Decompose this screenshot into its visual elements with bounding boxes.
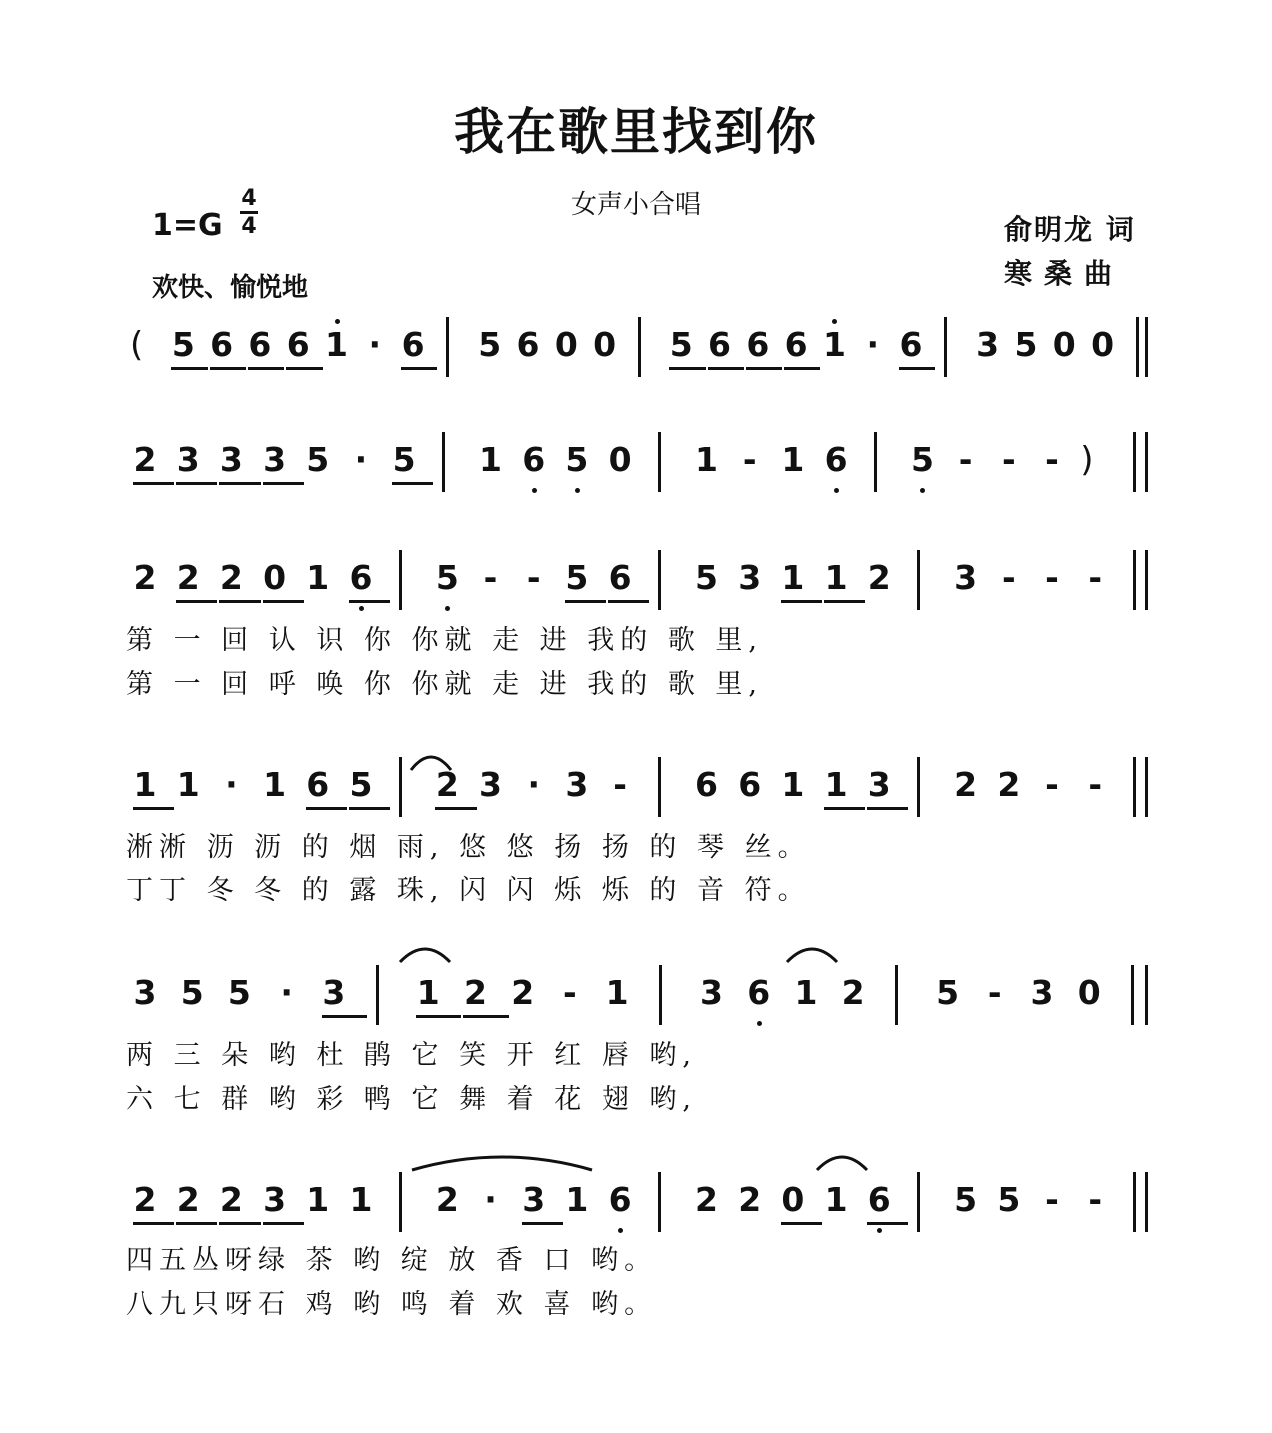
note: 2 [997, 765, 1021, 804]
note: 3 [976, 325, 1000, 364]
time-signature [238, 186, 260, 239]
note: 1 [565, 1180, 589, 1219]
note: 5 [936, 973, 960, 1012]
eighth-underline [306, 807, 347, 810]
note-extension: - [1088, 558, 1103, 597]
lyric-line: 六 七 群 哟 彩 鸭 它 舞 着 花 翅 哟, [126, 1084, 697, 1115]
note-extension: - [526, 558, 541, 597]
note: 5 [565, 440, 589, 479]
octave-down-dot [757, 1021, 762, 1026]
slur-arc [410, 1148, 594, 1172]
eighth-underline [463, 1015, 508, 1018]
note: 0 [554, 325, 578, 364]
note: 2 [219, 1180, 243, 1219]
note: 6 [695, 765, 718, 804]
eighth-underline [867, 807, 908, 810]
eighth-underline [781, 1222, 822, 1225]
note: 6 [708, 325, 731, 364]
note-extension: - [987, 973, 1002, 1012]
note: 1 [263, 765, 287, 804]
eighth-underline [565, 600, 606, 603]
eighth-underline [171, 367, 207, 370]
note: 0 [1052, 325, 1076, 364]
note: 6 [401, 325, 425, 364]
eighth-underline [263, 1222, 304, 1225]
barline [917, 757, 920, 817]
barline [874, 432, 877, 492]
note: 3 [700, 973, 723, 1012]
lyricist-credit: 俞明龙 词 [1004, 213, 1136, 246]
note: 3 [738, 558, 762, 597]
note: 3 [133, 973, 157, 1012]
note: 3 [263, 440, 287, 479]
eighth-underline [133, 482, 174, 485]
octave-down-dot [359, 606, 364, 611]
note: 1 [605, 973, 629, 1012]
note-extension: - [742, 440, 757, 479]
note: 6 [746, 325, 770, 364]
eighth-underline [176, 1222, 217, 1225]
note: 1 [781, 440, 805, 479]
note: 5 [478, 325, 502, 364]
note: 2 [695, 1180, 718, 1219]
barline [659, 965, 662, 1025]
note: 5 [997, 1180, 1021, 1219]
note: 2 [511, 973, 535, 1012]
time-signature-top: 4 [241, 186, 257, 211]
note-extension: - [1045, 1180, 1059, 1219]
note: 3 [219, 440, 243, 479]
note-extension: - [613, 765, 627, 804]
note: 2 [954, 765, 978, 804]
note: 3 [522, 1180, 546, 1219]
barline [917, 1172, 920, 1232]
note: 5 [910, 440, 934, 479]
note-extension: - [958, 440, 973, 479]
eighth-underline [392, 482, 433, 485]
octave-down-dot [532, 488, 537, 493]
eighth-underline [824, 807, 865, 810]
note: 3 [176, 440, 200, 479]
key-signature: 1=G [152, 208, 223, 243]
note: 5 [227, 973, 251, 1012]
barline [1136, 317, 1139, 377]
note: 3 [263, 1180, 287, 1219]
barline [1133, 757, 1136, 817]
page-title: 我在歌里找到你 [454, 102, 818, 161]
note: 6 [286, 325, 310, 364]
barline [1145, 757, 1148, 817]
note: 1 [325, 325, 348, 364]
dotted-note-mark: · [280, 973, 293, 1012]
note: 2 [133, 440, 157, 479]
eighth-underline [746, 367, 782, 370]
eighth-underline [263, 600, 304, 603]
eighth-underline [263, 482, 304, 485]
note: 1 [824, 1180, 848, 1219]
note-extension: - [563, 973, 577, 1012]
note: 1 [781, 558, 805, 597]
eighth-underline [349, 600, 390, 603]
note: 6 [899, 325, 923, 364]
barline [1145, 317, 1148, 377]
lyric-line: 两 三 朵 哟 杜 鹃 它 笑 开 红 唇 哟, [126, 1040, 697, 1071]
dotted-note-mark: · [527, 765, 540, 804]
note-extension: - [1088, 1180, 1103, 1219]
note: 1 [416, 973, 440, 1012]
barline [1145, 550, 1148, 610]
eighth-underline [349, 807, 390, 810]
barline [1133, 432, 1136, 492]
eighth-underline [401, 367, 437, 370]
note: 1 [306, 558, 330, 597]
lyric-line: 第 一 回 认 识 你 你就 走 进 我的 歌 里, [126, 625, 763, 656]
octave-down-dot [575, 488, 580, 493]
note: 5 [565, 558, 589, 597]
lyric-line: 淅淅 沥 沥 的 烟 雨, 悠 悠 扬 扬 的 琴 丝。 [126, 832, 811, 863]
note: 2 [738, 1180, 762, 1219]
lyric-line: 第 一 回 呼 唤 你 你就 走 进 我的 歌 里, [126, 669, 763, 700]
eighth-underline [176, 600, 217, 603]
barline [1145, 432, 1148, 492]
note: 2 [435, 1180, 459, 1219]
note: 3 [479, 765, 503, 804]
note: 5 [171, 325, 195, 364]
lyric-line: 四五丛呀绿 茶 哟 绽 放 香 口 哟。 [126, 1245, 658, 1276]
tempo-marking: 欢快、愉悦地 [152, 273, 309, 303]
eighth-underline [248, 367, 284, 370]
eighth-underline [286, 367, 322, 370]
slur-arc [409, 748, 453, 772]
note: 6 [306, 765, 330, 804]
barline [376, 965, 379, 1025]
barline [1133, 550, 1136, 610]
note: 1 [781, 765, 805, 804]
dotted-note-mark: · [368, 325, 382, 364]
barline [658, 432, 661, 492]
note: 5 [1014, 325, 1038, 364]
note: 1 [133, 765, 157, 804]
barline [638, 317, 641, 377]
note: 2 [176, 558, 200, 597]
eighth-underline [824, 600, 865, 603]
dotted-note-mark: · [866, 325, 879, 364]
note: 0 [608, 440, 632, 479]
note: 3 [322, 973, 346, 1012]
octave-down-dot [920, 488, 925, 493]
octave-down-dot [834, 488, 839, 493]
eighth-underline [784, 367, 820, 370]
octave-down-dot [618, 1228, 623, 1233]
note: 2 [435, 765, 459, 804]
note: 6 [867, 1180, 891, 1219]
note: 5 [306, 440, 330, 479]
note: 6 [522, 440, 546, 479]
barline [944, 317, 947, 377]
note-extension: - [1001, 558, 1016, 597]
note: 6 [608, 1180, 632, 1219]
note: 3 [867, 765, 891, 804]
note: 0 [781, 1180, 805, 1219]
note: 5 [349, 765, 373, 804]
note: 6 [784, 325, 808, 364]
barline [1131, 965, 1134, 1025]
note: 0 [1077, 973, 1101, 1012]
octave-down-dot [445, 606, 450, 611]
note: 0 [1091, 325, 1115, 364]
lyric-line: 八九只呀石 鸡 哟 鸣 着 欢 喜 哟。 [126, 1289, 658, 1320]
eighth-underline [322, 1015, 367, 1018]
eighth-underline [669, 367, 705, 370]
barline [442, 432, 445, 492]
lyric-line: 丁丁 冬 冬 的 露 珠, 闪 闪 烁 烁 的 音 符。 [126, 875, 811, 906]
dotted-note-mark: · [225, 765, 238, 804]
barline [917, 550, 920, 610]
note: 5 [435, 558, 459, 597]
note: 0 [593, 325, 617, 364]
note: 6 [738, 765, 762, 804]
slur-arc [398, 940, 452, 964]
barline [658, 1172, 661, 1232]
eighth-underline [708, 367, 744, 370]
eighth-underline [522, 1222, 563, 1225]
note: 5 [695, 558, 718, 597]
note: 1 [306, 1180, 330, 1219]
dotted-note-mark: · [484, 1180, 497, 1219]
note: 1 [794, 973, 818, 1012]
note: 3 [954, 558, 978, 597]
eighth-underline [176, 482, 217, 485]
octave-up-dot [832, 319, 837, 324]
slur-arc [815, 1148, 869, 1172]
eighth-underline [416, 1015, 461, 1018]
note: 2 [176, 1180, 200, 1219]
composer-credit: 寒桑曲 [1004, 257, 1125, 290]
note-extension: - [1045, 765, 1059, 804]
note: 6 [210, 325, 234, 364]
note: 6 [516, 325, 540, 364]
time-signature-bottom: 4 [241, 214, 257, 239]
barline [399, 1172, 402, 1232]
note: 5 [954, 1180, 978, 1219]
eighth-underline [867, 1222, 908, 1225]
note: 6 [248, 325, 272, 364]
note: 2 [219, 558, 243, 597]
slur-arc [785, 940, 839, 964]
barline [895, 965, 898, 1025]
note: 1 [479, 440, 503, 479]
eighth-underline [608, 600, 649, 603]
note: 6 [349, 558, 373, 597]
note: 3 [1030, 973, 1054, 1012]
eighth-underline [219, 600, 260, 603]
eighth-underline [133, 807, 174, 810]
note-extension: - [1088, 765, 1103, 804]
eighth-underline [133, 1222, 174, 1225]
eighth-underline [219, 482, 260, 485]
barline [1145, 1172, 1148, 1232]
note: 1 [824, 558, 848, 597]
eighth-underline [781, 600, 822, 603]
note: 6 [608, 558, 632, 597]
octave-up-dot [335, 319, 340, 324]
note-extension: - [1045, 558, 1059, 597]
note: 2 [841, 973, 865, 1012]
barline [658, 757, 661, 817]
barline [1133, 1172, 1136, 1232]
eighth-underline [210, 367, 246, 370]
dotted-note-mark: · [354, 440, 368, 479]
eighth-underline [899, 367, 935, 370]
note: 2 [133, 558, 157, 597]
note: 1 [176, 765, 200, 804]
note-extension: - [483, 558, 498, 597]
eighth-underline [219, 1222, 260, 1225]
eighth-underline [435, 807, 476, 810]
barline [1145, 965, 1148, 1025]
note: 1 [822, 325, 846, 364]
note: 5 [392, 440, 416, 479]
note-extension: - [1045, 440, 1059, 479]
note: 6 [824, 440, 848, 479]
note: 0 [263, 558, 287, 597]
barline [658, 550, 661, 610]
note: 1 [824, 765, 848, 804]
note: 3 [565, 765, 589, 804]
barline [446, 317, 449, 377]
note: 2 [133, 1180, 157, 1219]
note: 2 [463, 973, 487, 1012]
note: 5 [180, 973, 204, 1012]
note: ) [1080, 440, 1094, 480]
barline [399, 550, 402, 610]
octave-down-dot [877, 1228, 882, 1233]
note: 2 [867, 558, 891, 597]
note: 1 [349, 1180, 373, 1219]
note-extension: - [1001, 440, 1016, 479]
note: 1 [695, 440, 718, 479]
note: 6 [747, 973, 771, 1012]
note: ( [130, 325, 144, 365]
barline [399, 757, 402, 817]
note: 5 [669, 325, 693, 364]
subtitle: 女声小合唱 [570, 190, 701, 220]
